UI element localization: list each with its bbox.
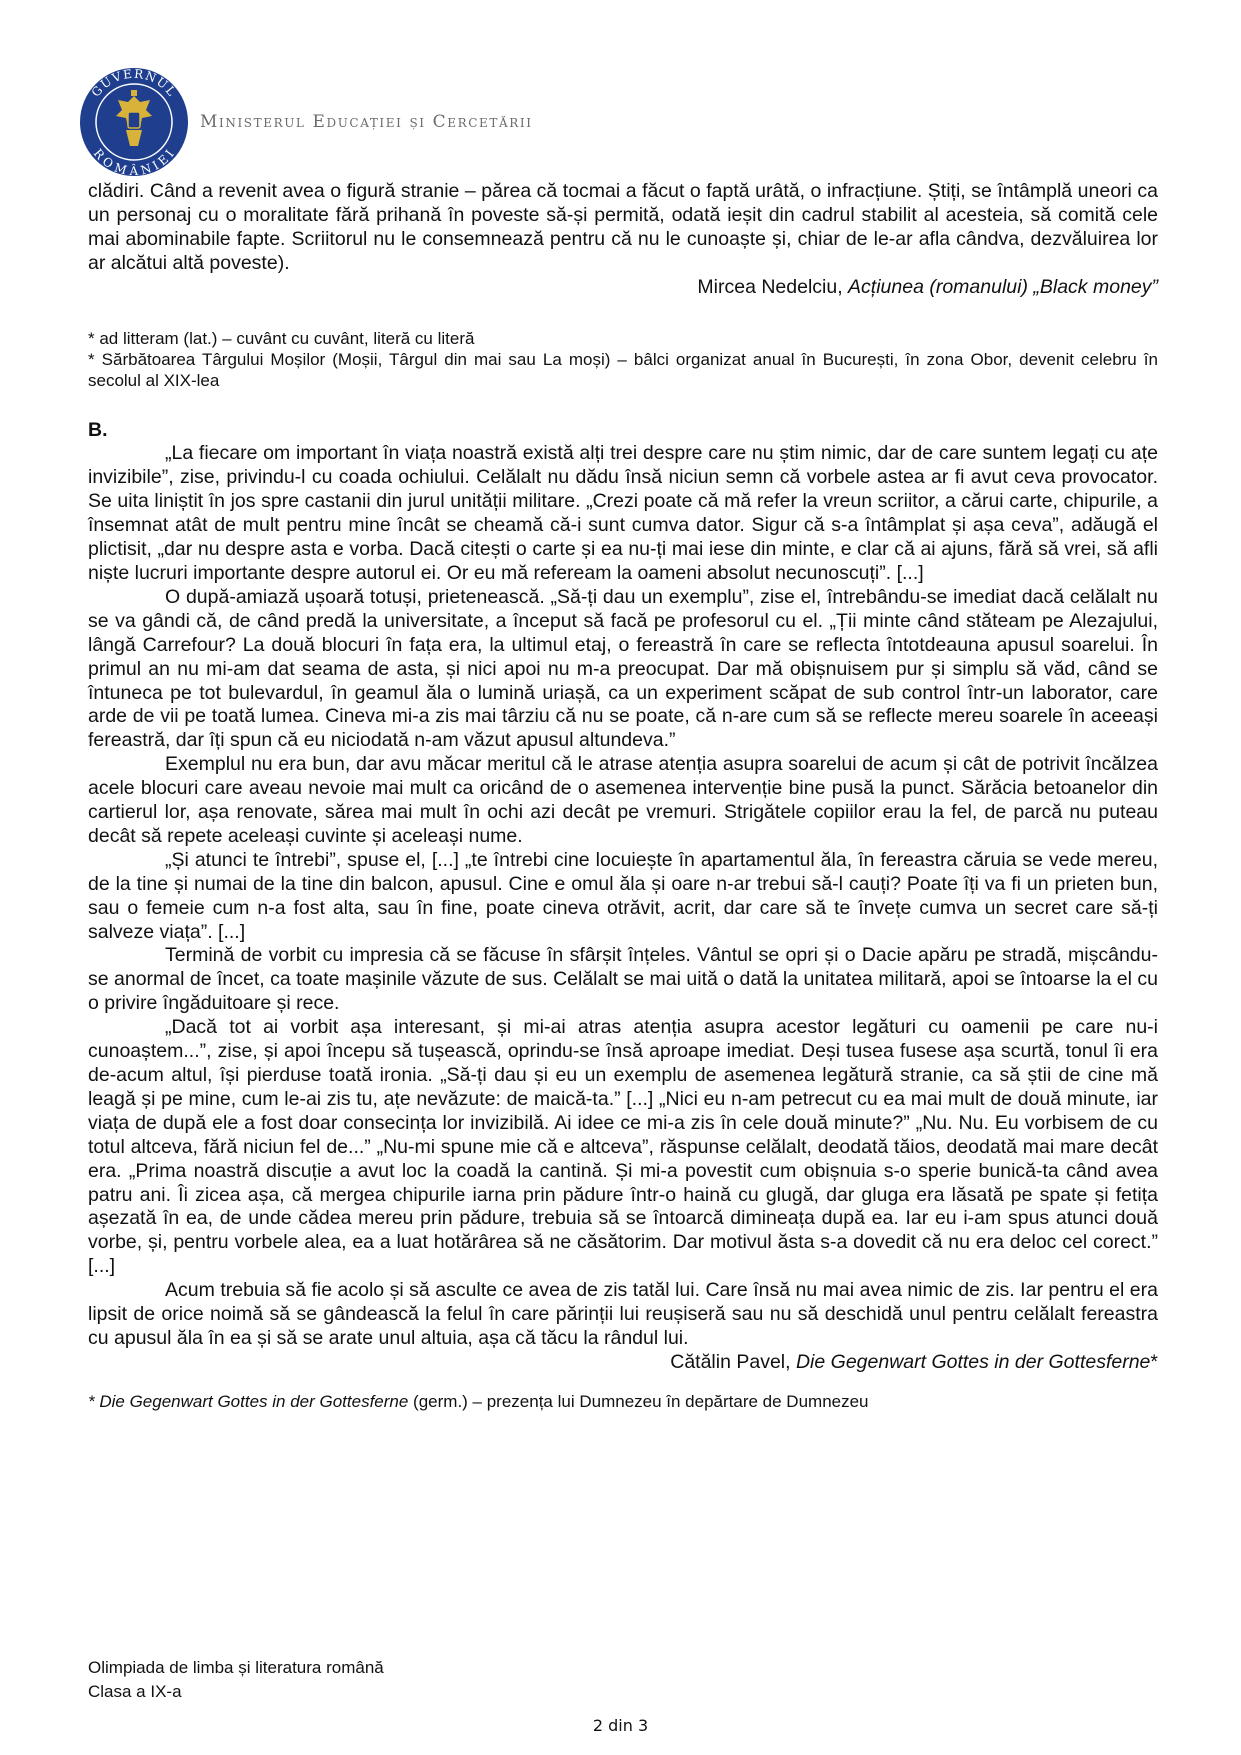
part-b-title: Die Gegenwart Gottes in der Gottesferne xyxy=(795,1350,1151,1373)
part-a-tail-paragraph: clădiri. Când a revenit avea o figură stranie – părea că tocmai a făcut o faptă urâtă, o infracțiune. Știți, se întâmplă uneori ca un personaj cu o moralitate fără prihană în poveste să-și permită, odată ieșit din cadrul stabilit al acesteia, să comită cele mai abominabile fapte. Scriitorul nu le consemnează pentru că nu le cunoaște și, chiar de le-ar afla cândva, dezvăluirea lor ar alcătui altă poveste). xyxy=(88,180,1158,274)
part-a-author: Mircea Nedelciu, xyxy=(697,275,849,298)
footnote: * ad litteram (lat.) – cuvânt cu cuvânt, literă cu literă xyxy=(88,328,475,348)
page-number: 2 din 3 xyxy=(592,1716,649,1735)
part-b-source xyxy=(88,1351,1158,1375)
paragraph: „Dacă tot ai vorbit așa interesant, și mi-ai atras atenția asupra acestor legături cu oamenii pe care nu-i cunoaștem...”, zise, și apoi începu să tușească, oprindu-se însă aproape imediat. Deși tusea fusese așa scurtă, tonul îi era de-acum altul, își pierduse toată ironia. „Să-ți dau și eu un exemplu de asemenea legătură stranie, ca să știi de cine mă leagă și pe mine, cum le-ai zis tu, ațe nevăzute: de maică-ta.” [...] „Nici eu n-am petrecut cu ea mai mult de două minute, iar viața de după ele a fost doar consecința lor invizibilă. Ai idee ce mi-a zis în cele două minute?” „Nu. Nu. Eu vorbisem de cu totul altceva, fără niciun fel de...” „Nu-mi spune mie că e altceva”, răspunse celălalt, deodată tăios, deodată mai mare decât era. „Prima noastră discuție a avut loc la coadă la cantină. Și mi-a povestit cum obișnuia s-o sperie bunică-ta când avea patru ani. Îi zicea așa, că mergea chipurile iarna prin pădure într-o haină cu glugă, dar gluga era lăsată pe spate și fetița așezată în ea, de unde cădea mereu prin pădure, trebuia să se întoarcă dimineața după ea. Iar eu i-am spus atunci două vorbe, și, pentru vorbele alea, ea a luat hotărârea să ne căsătorim. Dar motivul ăsta s-a dovedit că nu era deloc cel corect.” [...] xyxy=(88,1016,1158,1278)
document-body xyxy=(88,180,1158,1412)
government-seal-logo xyxy=(78,66,190,178)
seal-text-top: GUVERNUL xyxy=(88,66,180,100)
footnote-b xyxy=(88,1391,1158,1412)
paragraph: „La fiecare om important în viața noastră există alți trei despre care nu știm nimic, dar de care suntem legați cu ațe invizibile”, zise, privindu-l cu coada ochiului. Celălalt nu dădu însă niciun semn că vorbele astea ar fi avut ceva provocator. Se uita liniștit în jos spre castanii din jurul unității militare. „Crezi poate că mă refer la vreun scriitor, a cărui carte, chipurile, a însemnat atât de mult pentru mine încât se cheamă că-i sunt cumva dator. Sigur că s-a întâmplat și așa ceva”, adăugă el plictisit, „dar nu despre asta e vorba. Dacă citești o carte și ea nu-ți mai iese din minte, e clar că ai ajuns, fără să vrei, să afli niște lucruri importante despre autorul ei. Or eu mă refeream la oameni absolut necunoscuți”. [...] xyxy=(88,442,1158,584)
footer-olympiad: Olimpiada de limba și literatura română xyxy=(88,1658,384,1677)
paragraph: „Și atunci te întrebi”, spuse el, [...] „te întrebi cine locuiește în apartamentul ăla, în fereastra căruia se vede mereu, de la tine și numai de la tine din balcon, apusul. Cine e omul ăla și oare n-ar trebui să-l cauți? Poate îți va fi un prieten bun, sau o femeie cum n-a fost alta, sau în fine, poate cineva otrăvit, acrit, dar care să te învețe cumva un secret care să-ți salveze viața”. [...] xyxy=(88,848,1158,943)
part-b-author: Cătălin Pavel, xyxy=(670,1350,796,1373)
section-b-heading: B. xyxy=(88,418,108,441)
footnote-b-title: * Die Gegenwart Gottes in der Gottesferne xyxy=(88,1391,409,1411)
footer-class: Clasa a IX-a xyxy=(88,1682,182,1701)
paragraph: Exemplul nu era bun, dar avu măcar meritul că le atrase atenția asupra soarelui de acum și cât de potrivit încălzea acele blocuri care aveau nevoie mai mult ca oricând de o asemenea intervenție bine pusă la punct. Sărăcia betoanelor din cartierul lor, așa renovate, sărea mai mult în ochi azi decât pe vremuri. Strigătele copiilor erau la fel, de parcă nu puteau decât să repete aceleași cuvinte și aceleași nume. xyxy=(88,753,1158,847)
part-a-title: Acțiunea (romanului) „Black money” xyxy=(848,275,1158,298)
ministry-name: Ministerul Educației și Cercetării xyxy=(200,112,533,132)
footnote-b-text: (germ.) – prezența lui Dumnezeu în depărtare de Dumnezeu xyxy=(408,1391,869,1411)
paragraph: Acum trebuia să fie acolo și să asculte ce avea de zis tatăl lui. Care însă nu mai avea nimic de zis. Iar pentru el era lipsit de orice noimă să se gândească la felul în care părinții lui reușiseră sau nu să deschidă unul pentru celălalt fereastra cu apusul ăla în ea și să se arate unul altuia, așa că tăcu la rândul lui. xyxy=(88,1279,1158,1349)
page-header xyxy=(78,66,778,186)
part-b-title-mark: * xyxy=(1150,1350,1158,1373)
paragraph: Termină de vorbit cu impresia că se făcuse în sfârșit înțeles. Vântul se opri și o Dacie apăru pe stradă, mișcându-se anormal de încet, ca toate mașinile văzute de sus. Celălalt se mai uită o dată la unitatea militară, apoi se întoarse la el cu o privire îngăduitoare și rece. xyxy=(88,944,1158,1015)
footnotes-a xyxy=(88,328,1158,391)
seal-text-bottom: ROMÂNIEI xyxy=(90,146,178,178)
part-a-source xyxy=(88,276,1158,300)
paragraph: O după-amiază ușoară totuși, prietenească. „Să-ți dau un exemplu”, zise el, întrebându-se imediat dacă celălalt nu se va gândi că, de când predă la universitate, a început să facă pe profesorul cu el. „Ții minte când stăteam pe Alezajului, lângă Carrefour? La două blocuri în fața era, la ultimul etaj, o fereastră în care se reflecta întotdeauna apusul soarelui. În primul an nu mi-am dat seama de asta, și nici apoi nu m-a preocupat. Dar mă obișnuisem pur și simplu să văd, când se întuneca pe tot bulevardul, în geamul ăla o lumină uriașă, ca un experiment scăpat de sub control într-un laborator, care arde de vii pe toată lumea. Cineva mi-a zis mai târziu că nu se poate, că n-are cum să se reflecte mereu soarele în aceeași fereastră, dar îți spun că eu niciodată n-am văzut apusul altundeva.” xyxy=(88,585,1158,752)
footnote: * Sărbătoarea Târgului Moșilor (Moșii, Târgul din mai sau La moși) – bâlci organizat anual în București, în zona Obor, devenit celebru în secolul al XIX-lea xyxy=(88,349,1158,390)
